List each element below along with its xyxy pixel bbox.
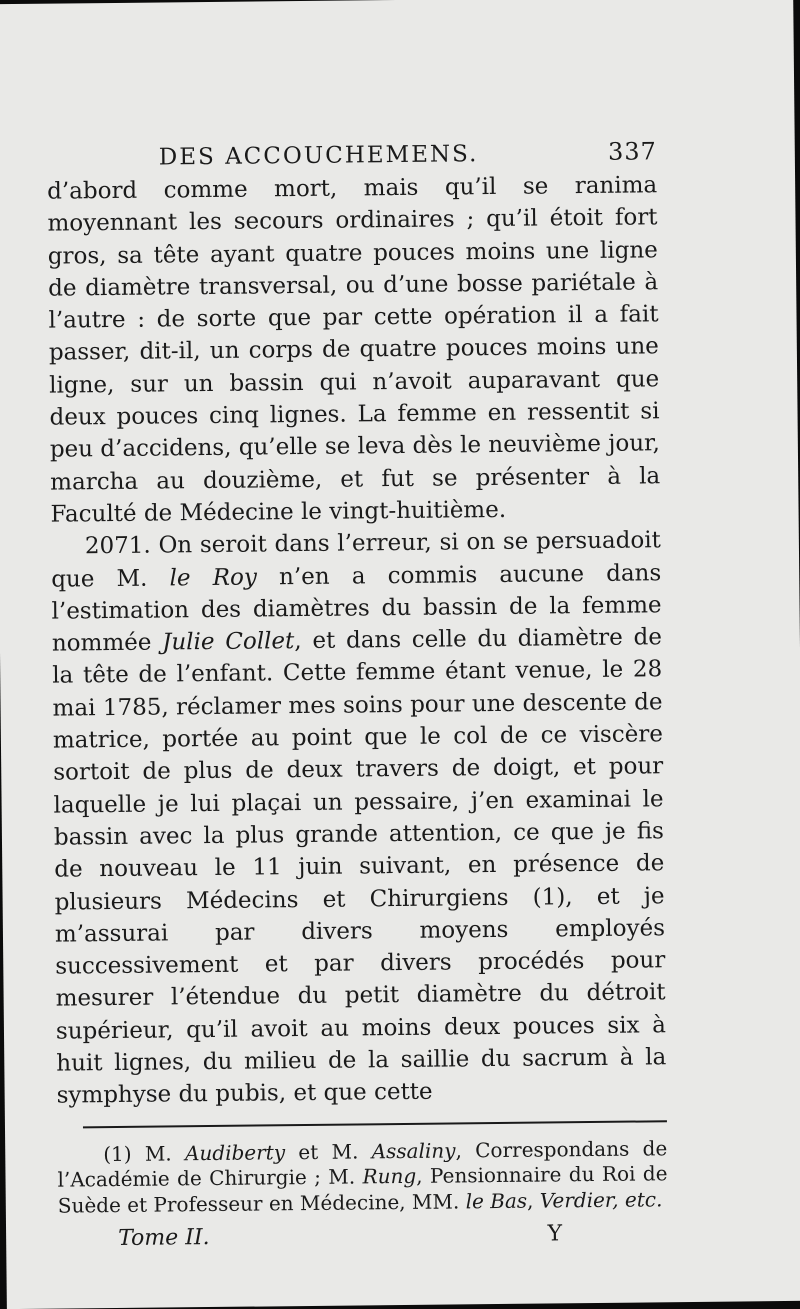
- running-header: [159, 137, 657, 170]
- signature-mark: Y: [547, 1221, 563, 1247]
- body-text: [47, 169, 667, 1112]
- text-run: et M.: [284, 1138, 372, 1164]
- italic-run: Julie Collet: [162, 628, 295, 656]
- page-footer: [58, 1220, 668, 1251]
- footnote: [57, 1136, 668, 1219]
- text-run: (1) M.: [103, 1140, 186, 1166]
- italic-run: Audiberty: [184, 1139, 286, 1165]
- page-number: 337: [607, 137, 657, 166]
- italic-run: le Roy: [169, 564, 258, 591]
- running-title: DES ACCOUCHEMENS.: [158, 141, 479, 171]
- volume-label: Tome II.: [118, 1225, 210, 1252]
- paragraph-continuation: [47, 169, 661, 531]
- italic-run: Assaliny: [371, 1138, 456, 1163]
- footnote-text: [57, 1136, 668, 1219]
- italic-run: Rung: [362, 1163, 417, 1189]
- page-content: [47, 137, 669, 1251]
- text-run: , et dans celle du diamètre de la tête de l’enfant. Cette femme étant venue, le 28 mai 1785, réclamer mes soins pour une descente de matrice, portée au point que le col de ce viscère sortoit de plus de deux travers de doigt, et pour laquelle je lui plaçai un pessaire, j’en examinai le bassin avec la plus grande attention, ce que je fis de nouveau le 11 juin suivant, en présence de plusieurs Médecins et Chirurgiens (1), et je m’assurai par divers moyens employés successivement et par divers procédés pour mesurer l’étendue du petit diamètre du détroit supérieur, qu’il avoit au moins deux pouces six à huit lignes, du milieu de la saillie du sacrum à la symphyse du pubis, et que cette: [52, 624, 667, 1109]
- text-run: , Correspondans de l’Académie de Chirurgie ; M.: [57, 1135, 668, 1192]
- text-run: ,: [526, 1188, 540, 1213]
- paragraph-2071: [51, 525, 667, 1113]
- text-run: 2071. On seroit dans l’erreur, si on se persuadoit que M.: [51, 527, 662, 593]
- italic-run: le Bas: [465, 1188, 528, 1213]
- footnote-separator: [83, 1120, 667, 1128]
- italic-run: Verdier, etc.: [539, 1186, 663, 1213]
- text-run: d’abord comme mort, mais qu’il se ranima moyennant les secours ordinaires ; qu’il étoit fort gros, sa tête ayant quatre pouces moins une ligne de diamètre transversal, ou d’une bosse pariétale à l’autre : de sorte que par cette opération il a fait passer, dit-il, un corps de quatre pouces moins une ligne, sur un bassin qui n’avoit auparavant que deux pouces cinq lignes. La femme en ressentit si peu d’accidens, qu’elle se leva dès le neuvième jour, marcha au douzième, et fut se présenter à la Faculté de Médecine le vingt-huitième.: [47, 172, 661, 528]
- text-run: , Pensionnaire du Roi de Suède et Professeur en Médecine, MM.: [57, 1161, 668, 1218]
- text-run: n’en a commis aucune dans l’estimation des diamètres du bassin de la femme nommée: [51, 559, 662, 657]
